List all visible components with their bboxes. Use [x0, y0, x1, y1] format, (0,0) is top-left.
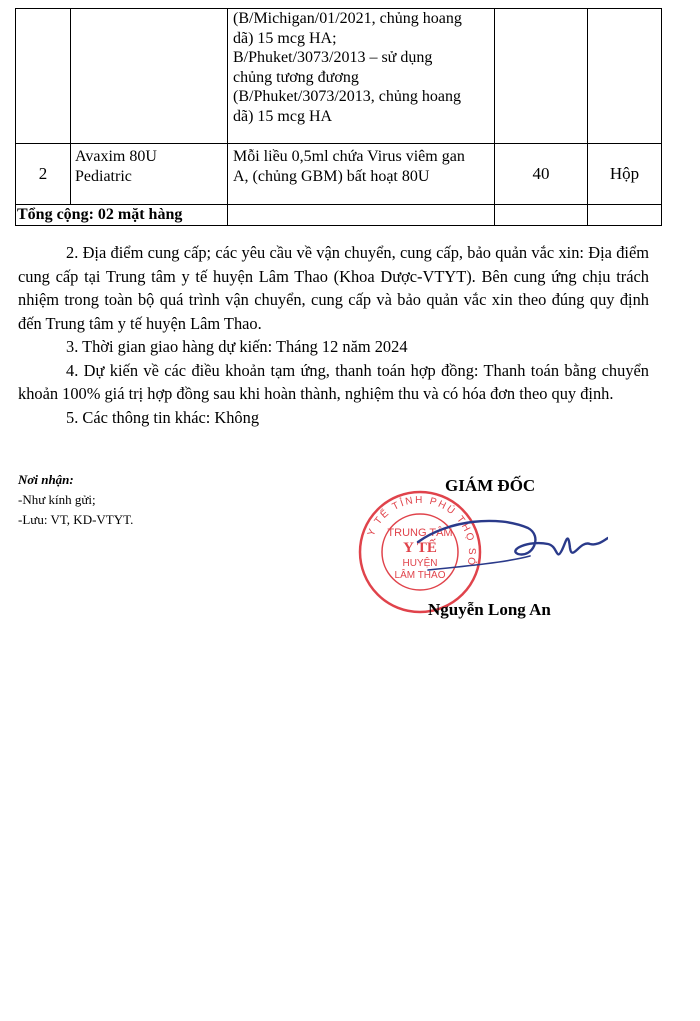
cell-empty: [588, 205, 662, 226]
stamp-line: Y TẾ: [403, 540, 437, 556]
recipients-block: [18, 470, 133, 530]
items-table: [15, 8, 662, 226]
paragraph-other-info: 5. Các thông tin khác: Không: [66, 407, 260, 427]
total-label: Tổng cộng: 02 mặt hàng: [16, 205, 228, 226]
paragraph-delivery-location: 2. Địa điểm cung cấp; các yêu cầu về vận chuyển, cung cấp, bảo quản vắc xin: Địa điểm cung cấp tại Trung tâm y tế huyện Lâm Thao (Khoa Dược-VTYT). Bên cung ứng chịu trách nhiệm trong toàn bộ quá trình vận chuyển, cung cấp và bảo quản vắc xin theo đúng quy định đến Trung tâm y tế huyện Lâm Thao.: [18, 243, 649, 333]
cell-qty: [495, 9, 588, 144]
cell-unit: Hộp: [588, 144, 662, 205]
spec-line: dã) 15 mcg HA;: [233, 29, 337, 47]
table-row: [16, 9, 662, 144]
name-line: Pediatric: [75, 167, 132, 185]
spec-line: A, (chủng GBM) bất hoạt 80U: [233, 167, 430, 185]
paragraph-payment-terms: 4. Dự kiến về các điều khoản tạm ứng, thanh toán hợp đồng: Thanh toán bằng chuyển khoản 100% giá trị hợp đồng sau khi hoàn thành, nghiệm thu và có hóa đơn theo quy định.: [18, 360, 649, 403]
spec-line: Mỗi liều 0,5ml chứa Virus viêm gan: [233, 148, 465, 165]
paragraph-delivery-time: 3. Thời gian giao hàng dự kiến: Tháng 12 năm 2024: [66, 337, 408, 356]
stamp-ring-text: Y TẾ TỈNH PHÚ THỌ SỞ: [365, 494, 478, 569]
table-total-row: [16, 205, 662, 226]
stamp-line: HUYỆN: [402, 558, 438, 569]
director-title: GIÁM ĐỐC: [445, 476, 536, 495]
cell-empty: [495, 205, 588, 226]
cell-name: [71, 144, 228, 205]
body-text: [18, 241, 649, 429]
spec-line: dã) 15 mcg HA: [233, 107, 333, 125]
cell-no: 2: [16, 144, 71, 205]
recipients-heading: Nơi nhận:: [18, 472, 74, 487]
signer-name: Nguyễn Long An: [428, 600, 551, 619]
spec-line: (B/Phuket/3073/2013, chủng hoang: [233, 88, 461, 105]
cell-qty: 40: [495, 144, 588, 205]
cell-unit: [588, 9, 662, 144]
cell-no: [16, 9, 71, 144]
spec-line: chủng tương đương: [233, 68, 359, 86]
cell-name: [71, 9, 228, 144]
spec-line: (B/Michigan/01/2021, chủng hoang: [233, 10, 462, 27]
cell-spec: [228, 9, 495, 144]
name-line: Avaxim 80U: [75, 148, 157, 165]
recipient-item: -Lưu: VT, KD-VTYT.: [18, 512, 134, 527]
recipient-item: -Như kính gửi;: [18, 492, 96, 507]
table-row: [16, 144, 662, 205]
stamp-line: TRUNG TÂM: [387, 527, 453, 539]
stamp-line: LÂM THAO: [394, 570, 446, 581]
cell-empty: [228, 205, 495, 226]
cell-spec: [228, 144, 495, 205]
spec-line: B/Phuket/3073/2013 – sử dụng: [233, 49, 433, 66]
